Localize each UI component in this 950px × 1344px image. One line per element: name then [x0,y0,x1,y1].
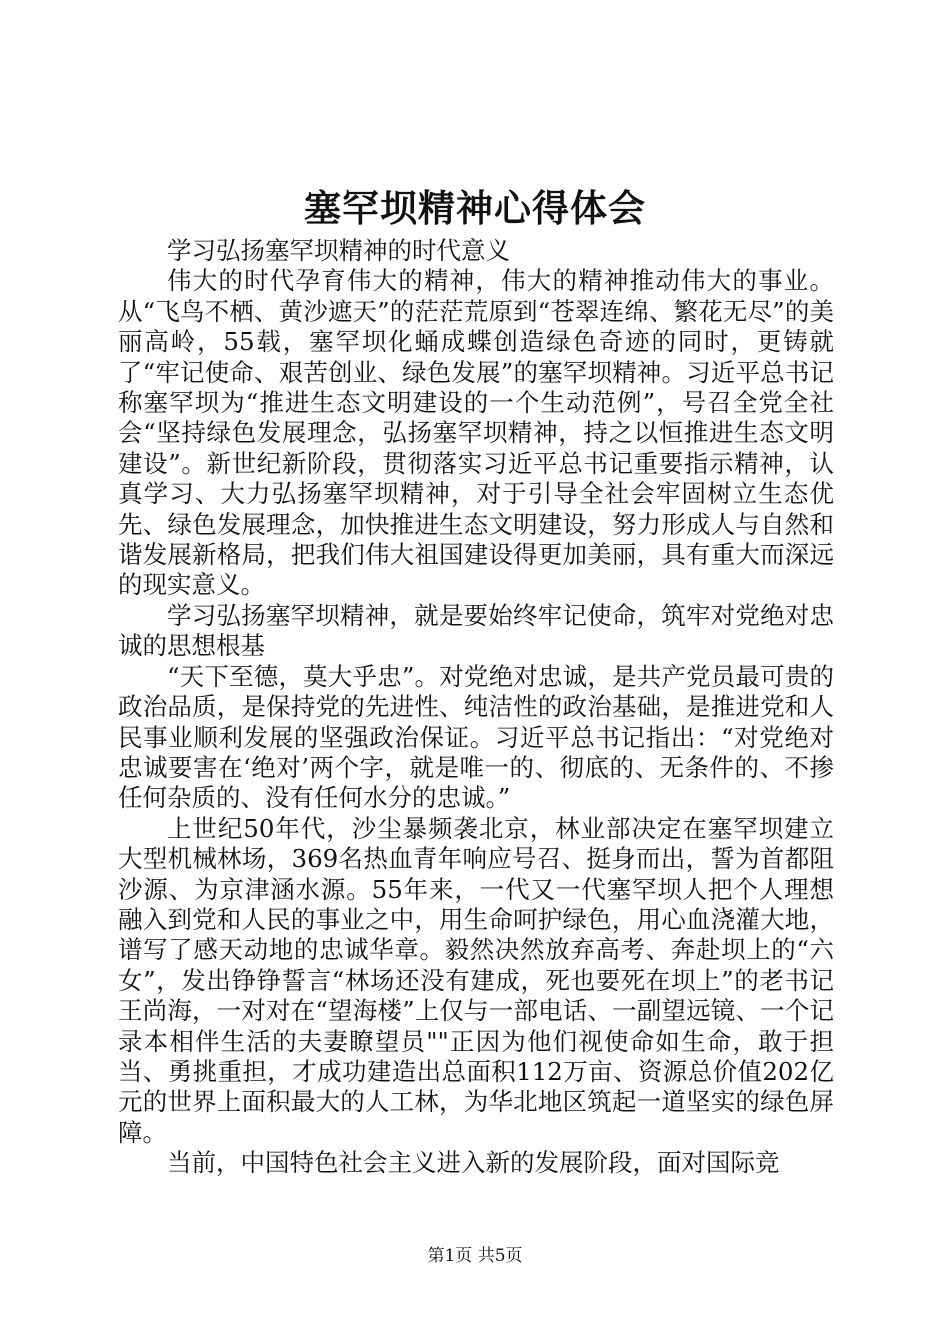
document-title: 塞罕坝精神心得体会 [304,186,646,230]
body-paragraph: 伟大的时代孕育伟大的精神，伟大的精神推动伟大的事业。从“飞鸟不栖、黄沙遮天”的茫茫荒原到“苍翠连绵、繁花无尽”的美丽高岭，55载，塞罕坝化蛹成蝶创造绿色奇迹的同时，更铸就了“牢记使命、艰苦创业、绿色发展”的塞罕坝精神。习近平总书记称塞罕坝为“推进生态文明建设的一个生动范例”，号召全党全社会“坚持绿色发展理念，弘扬塞罕坝精神，持之以恒推进生态文明建设”。新世纪新阶段，贯彻落实习近平总书记重要指示精神，认真学习、大力弘扬塞罕坝精神，对于引导全社会牢固树立生态优先、绿色发展理念，加快推进生态文明建设，努力形成人与自然和谐发展新格局，把我们伟大祖国建设得更加美丽，具有重大而深远的现实意义。 [118,266,834,600]
section-heading-significance: 学习弘扬塞罕坝精神的时代意义 [167,236,510,265]
body-paragraph: 当前，中国特色社会主义进入新的发展阶段，面对国际竞 [167,1148,780,1178]
section-heading-loyalty: 学习弘扬塞罕坝精神，就是要始终牢记使命，筑牢对党绝对忠诚的思想根基 [118,600,834,661]
body-paragraph: 上世纪50年代，沙尘暴频袭北京，林业部决定在塞罕坝建立大型机械林场，369名热血青年响应号召、挺身而出，誓为首都阻沙源、为京津涵水源。55年来，一代又一代塞罕坝人把个人理想融入到党和人民的事业之中，用生命呵护绿色，用心血浇灌大地，谱写了感天动地的忠诚华章。毅然决然放弃高考、奔赴坝上的“六女”，发出铮铮誓言“林场还没有建成，死也要死在坝上”的老书记王尚海，一对对在“望海楼”上仅与一部电话、一副望远镜、一个记录本相伴生活的夫妻瞭望员""正因为他们视使命如生命，敢于担当、勇挑重担，才成功建造出总面积112万亩、资源总价值202亿元的世界上面积最大的人工林，为华北地区筑起一道坚实的绿色屏障。 [118,813,834,1147]
document-body [118,236,834,1179]
page-number-footer: 第1页 共5页 [427,1246,523,1266]
body-paragraph: “天下至德，莫大乎忠”。对党绝对忠诚，是共产党员最可贵的政治品质，是保持党的先进性、纯洁性的政治基础，是推进党和人民事业顺利发展的坚强政治保证。习近平总书记指出：“对党绝对忠诚要害在‘绝对’两个字，就是唯一的、彻底的、无条件的、不掺任何杂质的、没有任何水分的忠诚。” [118,661,834,813]
